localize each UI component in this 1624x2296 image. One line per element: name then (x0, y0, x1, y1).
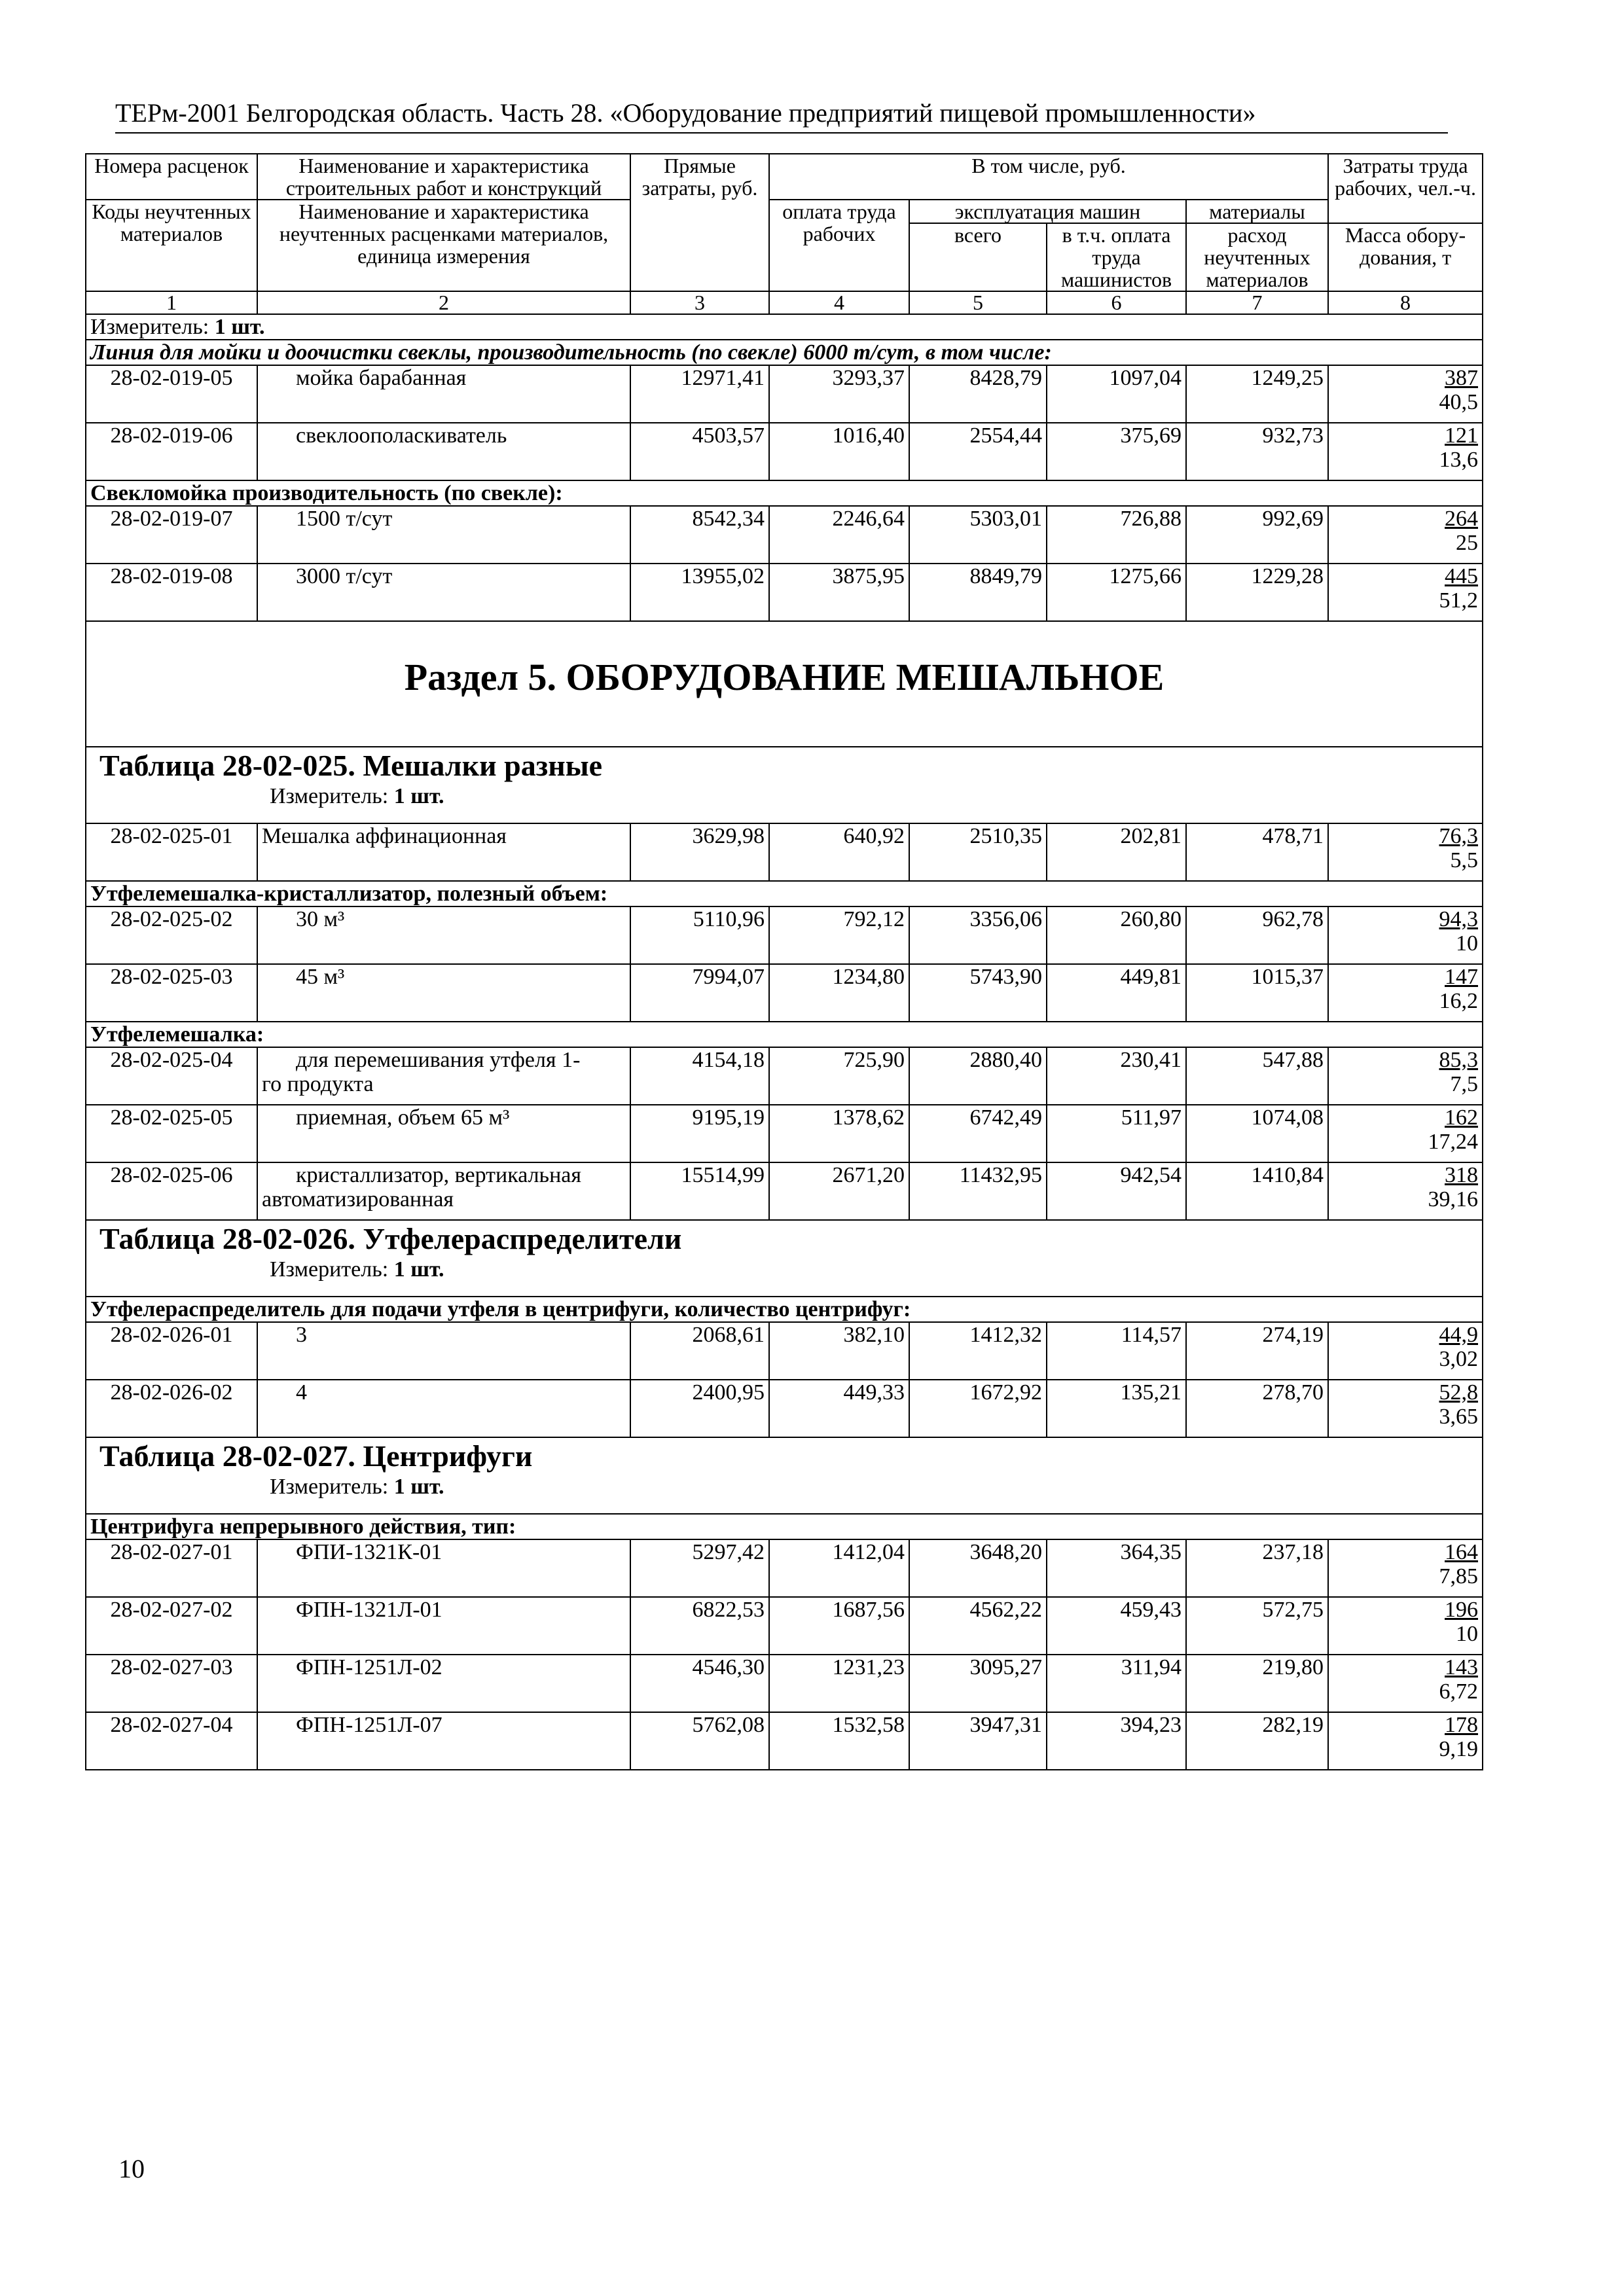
labor-value: 387 (1445, 366, 1479, 390)
labor-value: 143 (1445, 1655, 1479, 1679)
labor-value: 196 (1445, 1598, 1479, 1622)
materials-cost: 962,78 (1186, 906, 1328, 964)
rate-code: 28-02-025-04 (86, 1047, 257, 1105)
group-title: Центрифуга непрерывного действия, тип: (86, 1514, 1483, 1539)
labor-mass-cell (1328, 823, 1483, 881)
rate-name-line1: кристаллизатор, вертикальная (296, 1163, 581, 1187)
group-title: Утфелемешалка-кристаллизатор, полезный объем: (86, 881, 1483, 906)
machines-total: 8849,79 (909, 564, 1047, 621)
labor-mass-cell (1328, 1712, 1483, 1770)
machinists-pay: 375,69 (1047, 423, 1186, 480)
machinists-pay: 230,41 (1047, 1047, 1186, 1105)
section-row (86, 621, 1483, 747)
section-title: Раздел 5. ОБОРУДОВАНИЕ МЕШАЛЬНОЕ (404, 656, 1164, 698)
col-machinists-header: в т.ч. оплата труда машинистов (1047, 223, 1186, 291)
rate-code: 28-02-026-02 (86, 1380, 257, 1437)
mass-value: 13,6 (1439, 448, 1479, 472)
machines-total: 1672,92 (909, 1380, 1047, 1437)
rate-code: 28-02-019-08 (86, 564, 257, 621)
machines-total: 3356,06 (909, 906, 1047, 964)
table-row (86, 423, 1483, 480)
rate-name: ФПИ-1321К-01 (257, 1539, 630, 1597)
mass-value: 25 (1456, 531, 1479, 555)
rate-name (257, 1047, 630, 1105)
direct-cost: 7994,07 (630, 964, 769, 1022)
machines-total: 8428,79 (909, 365, 1047, 423)
materials-cost: 219,80 (1186, 1655, 1328, 1712)
meter-line (90, 784, 1478, 808)
direct-cost: 4154,18 (630, 1047, 769, 1105)
header-row-2 (86, 200, 1483, 223)
rate-name: ФПН-1251Л-02 (257, 1655, 630, 1712)
col-name-materials-header: Наименование и характеристика неучтенных расценками материалов, единица измерения (257, 200, 630, 291)
materials-cost: 547,88 (1186, 1047, 1328, 1105)
direct-cost: 5110,96 (630, 906, 769, 964)
rate-code: 28-02-025-02 (86, 906, 257, 964)
labor-value: 164 (1445, 1540, 1479, 1564)
mass-value: 10 (1456, 931, 1479, 956)
group-row (86, 340, 1483, 365)
workers-pay: 449,33 (769, 1380, 909, 1437)
meter-value: 1 шт. (393, 1475, 444, 1499)
labor-mass-cell (1328, 506, 1483, 564)
rate-name: Мешалка аффинационная (257, 823, 630, 881)
mass-value: 51,2 (1439, 588, 1479, 613)
table-row (86, 1162, 1483, 1220)
meter-line (90, 1475, 1478, 1499)
rate-code: 28-02-026-01 (86, 1322, 257, 1380)
table-row (86, 1655, 1483, 1712)
rate-name-line2: автоматизированная (262, 1187, 454, 1211)
machinists-pay: 114,57 (1047, 1322, 1186, 1380)
table-title-row (86, 747, 1483, 823)
col-num-1: 1 (86, 291, 257, 314)
table-row (86, 506, 1483, 564)
table-row (86, 1380, 1483, 1437)
rate-name: 3000 т/сут (257, 564, 630, 621)
col-num-7: 7 (1186, 291, 1328, 314)
labor-mass-cell (1328, 964, 1483, 1022)
col-num-4: 4 (769, 291, 909, 314)
col-machines-header: эксплуатация машин (909, 200, 1186, 223)
labor-mass-cell (1328, 1655, 1483, 1712)
table-row (86, 1105, 1483, 1162)
col-num-6: 6 (1047, 291, 1186, 314)
machinists-pay: 459,43 (1047, 1597, 1186, 1655)
materials-cost: 1249,25 (1186, 365, 1328, 423)
direct-cost: 5762,08 (630, 1712, 769, 1770)
table-title-row (86, 1220, 1483, 1297)
workers-pay: 1412,04 (769, 1539, 909, 1597)
column-numbers-row (86, 291, 1483, 314)
labor-value: 318 (1445, 1163, 1479, 1187)
table-row (86, 1597, 1483, 1655)
machines-total: 2880,40 (909, 1047, 1047, 1105)
machines-total: 11432,95 (909, 1162, 1047, 1220)
table-row (86, 365, 1483, 423)
table-row (86, 564, 1483, 621)
col-direct-header: Прямые затраты, руб. (630, 154, 769, 291)
materials-cost: 478,71 (1186, 823, 1328, 881)
machines-total: 3095,27 (909, 1655, 1047, 1712)
mass-value: 3,65 (1439, 1405, 1479, 1429)
workers-pay: 382,10 (769, 1322, 909, 1380)
materials-cost: 1410,84 (1186, 1162, 1328, 1220)
table-title-row (86, 1437, 1483, 1514)
machinists-pay: 135,21 (1047, 1380, 1186, 1437)
rate-code: 28-02-027-04 (86, 1712, 257, 1770)
rate-name: 3 (257, 1322, 630, 1380)
table-row (86, 964, 1483, 1022)
meter-value: 1 шт. (393, 784, 444, 808)
mass-value: 5,5 (1450, 848, 1479, 872)
col-num-5: 5 (909, 291, 1047, 314)
rate-name: ФПН-1251Л-07 (257, 1712, 630, 1770)
group-title: Линия для мойки и доочистки свеклы, производительность (по свекле) 6000 т/сут, в том числе: (86, 340, 1483, 365)
rate-code: 28-02-019-06 (86, 423, 257, 480)
rate-name-line2: го продукта (262, 1072, 374, 1096)
col-numbers-header: Номера расценок (86, 154, 257, 200)
meter-label: Измеритель: (270, 784, 389, 808)
page-number: 10 (118, 2154, 145, 2183)
rate-code: 28-02-027-01 (86, 1539, 257, 1597)
workers-pay: 3293,37 (769, 365, 909, 423)
machinists-pay: 1097,04 (1047, 365, 1186, 423)
mass-value: 16,2 (1439, 989, 1479, 1013)
labor-mass-cell (1328, 1597, 1483, 1655)
materials-cost: 932,73 (1186, 423, 1328, 480)
machines-total: 2554,44 (909, 423, 1047, 480)
rate-name (257, 1162, 630, 1220)
meter-label: Измеритель: (270, 1257, 389, 1282)
meter-value: 1 шт. (214, 315, 265, 339)
machinists-pay: 511,97 (1047, 1105, 1186, 1162)
col-unaccounted-header: расход неучтенных материалов (1186, 223, 1328, 291)
table-title: Таблица 28-02-025. Мешалки разные (99, 749, 603, 782)
direct-cost: 3629,98 (630, 823, 769, 881)
rate-code: 28-02-019-07 (86, 506, 257, 564)
col-name-works-header: Наименование и характеристика строительных работ и конструкций (257, 154, 630, 200)
meter-label: Измеритель: (90, 315, 209, 339)
direct-cost: 4546,30 (630, 1655, 769, 1712)
machinists-pay: 1275,66 (1047, 564, 1186, 621)
workers-pay: 640,92 (769, 823, 909, 881)
rate-name: 30 м³ (257, 906, 630, 964)
workers-pay: 1687,56 (769, 1597, 909, 1655)
machinists-pay: 449,81 (1047, 964, 1186, 1022)
rate-name: 4 (257, 1380, 630, 1437)
group-row (86, 480, 1483, 506)
table-row (86, 1712, 1483, 1770)
materials-cost: 1015,37 (1186, 964, 1328, 1022)
direct-cost: 13955,02 (630, 564, 769, 621)
meter-row (86, 314, 1483, 340)
col-num-8: 8 (1328, 291, 1483, 314)
rate-name: 45 м³ (257, 964, 630, 1022)
table-title: Таблица 28-02-026. Утфелераспределители (99, 1222, 682, 1255)
group-title: Утфелераспределитель для подачи утфеля в центрифуги, количество центрифуг: (86, 1297, 1483, 1322)
machinists-pay: 202,81 (1047, 823, 1186, 881)
materials-cost: 274,19 (1186, 1322, 1328, 1380)
workers-pay: 792,12 (769, 906, 909, 964)
labor-value: 264 (1445, 507, 1479, 531)
rate-code: 28-02-019-05 (86, 365, 257, 423)
machines-total: 5303,01 (909, 506, 1047, 564)
direct-cost: 15514,99 (630, 1162, 769, 1220)
rate-code: 28-02-027-02 (86, 1597, 257, 1655)
page-header: ТЕРм-2001 Белгородская область. Часть 28. «Оборудование предприятий пищевой промышленности» (115, 98, 1448, 134)
labor-value: 147 (1445, 965, 1479, 989)
workers-pay: 1231,23 (769, 1655, 909, 1712)
machinists-pay: 394,23 (1047, 1712, 1186, 1770)
workers-pay: 2671,20 (769, 1162, 909, 1220)
labor-mass-cell (1328, 365, 1483, 423)
workers-pay: 1234,80 (769, 964, 909, 1022)
mass-value: 40,5 (1439, 390, 1479, 414)
machines-total: 2510,35 (909, 823, 1047, 881)
direct-cost: 2068,61 (630, 1322, 769, 1380)
mass-value: 6,72 (1439, 1679, 1479, 1704)
direct-cost: 4503,57 (630, 423, 769, 480)
mass-value: 3,02 (1439, 1347, 1479, 1371)
materials-cost: 1074,08 (1186, 1105, 1328, 1162)
mass-value: 7,85 (1439, 1564, 1479, 1588)
machines-total: 3947,31 (909, 1712, 1047, 1770)
mass-value: 17,24 (1428, 1130, 1479, 1154)
materials-cost: 1229,28 (1186, 564, 1328, 621)
labor-value: 162 (1445, 1105, 1479, 1130)
workers-pay: 3875,95 (769, 564, 909, 621)
rate-code: 28-02-025-01 (86, 823, 257, 881)
materials-cost: 237,18 (1186, 1539, 1328, 1597)
materials-cost: 992,69 (1186, 506, 1328, 564)
labor-mass-cell (1328, 1539, 1483, 1597)
group-row (86, 1297, 1483, 1322)
rate-name: 1500 т/сут (257, 506, 630, 564)
labor-mass-cell (1328, 423, 1483, 480)
rates-table (85, 153, 1483, 1770)
col-materials-header: материалы (1186, 200, 1328, 223)
labor-mass-cell (1328, 1047, 1483, 1105)
labor-value: 52,8 (1439, 1380, 1479, 1405)
labor-mass-cell (1328, 906, 1483, 964)
workers-pay: 2246,64 (769, 506, 909, 564)
table-row (86, 1539, 1483, 1597)
labor-mass-cell (1328, 1380, 1483, 1437)
machinists-pay: 311,94 (1047, 1655, 1186, 1712)
header-row-1 (86, 154, 1483, 200)
direct-cost: 2400,95 (630, 1380, 769, 1437)
direct-cost: 8542,34 (630, 506, 769, 564)
rate-code: 28-02-025-05 (86, 1105, 257, 1162)
col-num-3: 3 (630, 291, 769, 314)
meter-value: 1 шт. (393, 1257, 444, 1282)
mass-value: 10 (1456, 1622, 1479, 1646)
labor-mass-cell (1328, 1322, 1483, 1380)
machines-total: 5743,90 (909, 964, 1047, 1022)
rate-code: 28-02-025-06 (86, 1162, 257, 1220)
direct-cost: 12971,41 (630, 365, 769, 423)
col-codes-header: Коды неучтенных материалов (86, 200, 257, 291)
table-row (86, 1322, 1483, 1380)
direct-cost: 9195,19 (630, 1105, 769, 1162)
rate-name: свеклоополаскиватель (257, 423, 630, 480)
direct-cost: 5297,42 (630, 1539, 769, 1597)
labor-mass-cell (1328, 1105, 1483, 1162)
col-workers-pay-header: оплата труда рабочих (769, 200, 909, 291)
col-labor-header: Затраты труда рабочих, чел.-ч. (1328, 154, 1483, 223)
table-row (86, 823, 1483, 881)
group-row (86, 881, 1483, 906)
labor-value: 44,9 (1439, 1323, 1479, 1347)
group-title: Утфелемешалка: (86, 1022, 1483, 1047)
materials-cost: 572,75 (1186, 1597, 1328, 1655)
group-row (86, 1022, 1483, 1047)
machinists-pay: 726,88 (1047, 506, 1186, 564)
machines-total: 4562,22 (909, 1597, 1047, 1655)
meter-line (90, 1257, 1478, 1282)
group-row (86, 1514, 1483, 1539)
labor-mass-cell (1328, 564, 1483, 621)
machinists-pay: 942,54 (1047, 1162, 1186, 1220)
group-title: Свекломойка производительность (по свекле): (86, 480, 1483, 506)
rate-code: 28-02-025-03 (86, 964, 257, 1022)
table-row (86, 1047, 1483, 1105)
labor-mass-cell (1328, 1162, 1483, 1220)
machines-total: 3648,20 (909, 1539, 1047, 1597)
materials-cost: 278,70 (1186, 1380, 1328, 1437)
rate-name-line1: для перемешивания утфеля 1- (296, 1048, 581, 1072)
labor-value: 121 (1445, 423, 1479, 448)
direct-cost: 6822,53 (630, 1597, 769, 1655)
rate-name: ФПН-1321Л-01 (257, 1597, 630, 1655)
rate-name: приемная, объем 65 м³ (257, 1105, 630, 1162)
labor-value: 178 (1445, 1713, 1479, 1737)
rate-code: 28-02-027-03 (86, 1655, 257, 1712)
mass-value: 7,5 (1450, 1072, 1479, 1096)
machines-total: 1412,32 (909, 1322, 1047, 1380)
mass-value: 9,19 (1439, 1737, 1479, 1761)
machinists-pay: 260,80 (1047, 906, 1186, 964)
mass-value: 39,16 (1428, 1187, 1479, 1211)
labor-value: 76,3 (1439, 824, 1479, 848)
col-total-header: всего (909, 223, 1047, 291)
rate-name: мойка барабанная (257, 365, 630, 423)
workers-pay: 1378,62 (769, 1105, 909, 1162)
meter-label: Измеритель: (270, 1475, 389, 1499)
workers-pay: 1532,58 (769, 1712, 909, 1770)
machinists-pay: 364,35 (1047, 1539, 1186, 1597)
labor-value: 85,3 (1439, 1048, 1479, 1072)
workers-pay: 1016,40 (769, 423, 909, 480)
table-row (86, 906, 1483, 964)
workers-pay: 725,90 (769, 1047, 909, 1105)
col-incl-header: В том числе, руб. (769, 154, 1328, 200)
col-num-2: 2 (257, 291, 630, 314)
materials-cost: 282,19 (1186, 1712, 1328, 1770)
labor-value: 94,3 (1439, 907, 1479, 931)
table-title: Таблица 28-02-027. Центрифуги (99, 1439, 533, 1473)
labor-value: 445 (1445, 564, 1479, 588)
machines-total: 6742,49 (909, 1105, 1047, 1162)
col-mass-header: Масса обору-дования, т (1328, 223, 1483, 291)
